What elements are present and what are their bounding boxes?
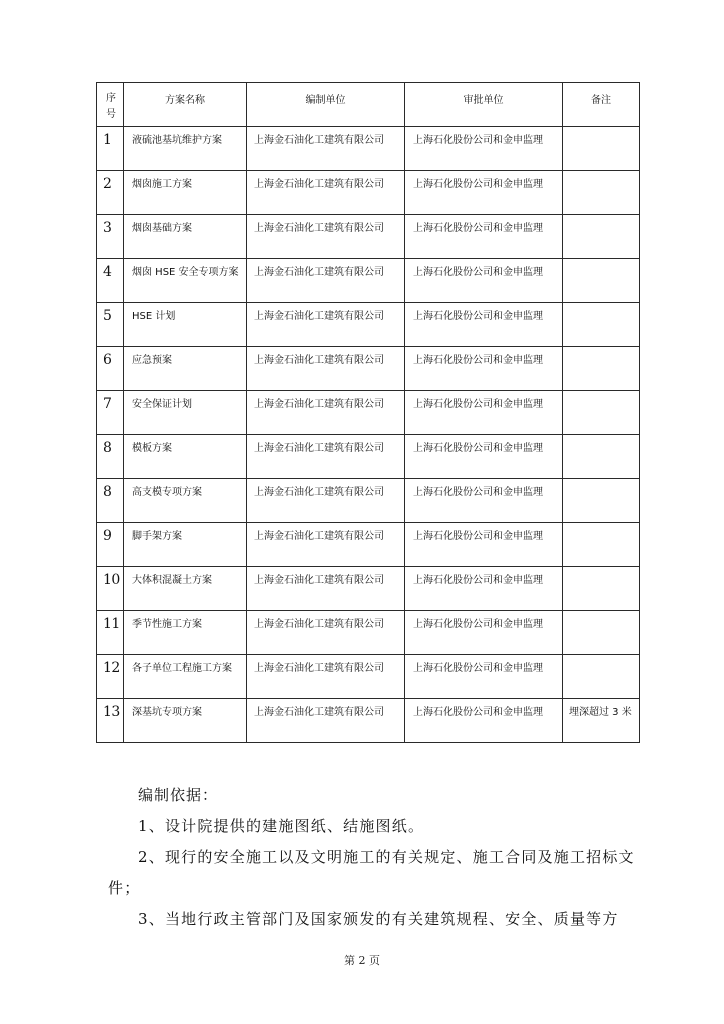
cell-plan-name: 液硫池基坑维护方案 xyxy=(124,127,247,171)
cell-remark xyxy=(563,567,640,611)
cell-approver: 上海石化股份公司和金申监理 xyxy=(405,523,563,567)
cell-approver: 上海石化股份公司和金申监理 xyxy=(405,391,563,435)
cell-compiler: 上海金石油化工建筑有限公司 xyxy=(247,611,405,655)
cell-plan-name: 高支模专项方案 xyxy=(124,479,247,523)
cell-no: 7 xyxy=(97,391,124,435)
cell-approver: 上海石化股份公司和金申监理 xyxy=(405,567,563,611)
cell-approver: 上海石化股份公司和金申监理 xyxy=(405,215,563,259)
cell-no: 6 xyxy=(97,347,124,391)
table-row xyxy=(97,215,640,259)
cell-plan-name: 季节性施工方案 xyxy=(124,611,247,655)
cell-plan-name: HSE 计划 xyxy=(124,303,247,347)
cell-no: 4 xyxy=(97,259,124,303)
table-header-row xyxy=(97,83,640,127)
cell-remark xyxy=(563,611,640,655)
cell-no: 2 xyxy=(97,171,124,215)
compilation-basis xyxy=(108,780,640,935)
cell-compiler: 上海金石油化工建筑有限公司 xyxy=(247,699,405,743)
plan-table xyxy=(96,82,640,743)
basis-item: 3、当地行政主管部门及国家颁发的有关建筑规程、安全、质量等方 xyxy=(138,910,619,928)
cell-approver: 上海石化股份公司和金申监理 xyxy=(405,435,563,479)
cell-no: 9 xyxy=(97,523,124,567)
cell-compiler: 上海金石油化工建筑有限公司 xyxy=(247,127,405,171)
cell-compiler: 上海金石油化工建筑有限公司 xyxy=(247,347,405,391)
table-row xyxy=(97,611,640,655)
cell-plan-name: 模板方案 xyxy=(124,435,247,479)
cell-plan-name: 烟囱 HSE 安全专项方案 xyxy=(124,259,247,303)
table-row xyxy=(97,523,640,567)
cell-compiler: 上海金石油化工建筑有限公司 xyxy=(247,479,405,523)
cell-no: 10 xyxy=(97,567,124,611)
cell-remark xyxy=(563,479,640,523)
cell-compiler: 上海金石油化工建筑有限公司 xyxy=(247,435,405,479)
cell-remark xyxy=(563,215,640,259)
cell-no: 11 xyxy=(97,611,124,655)
cell-no: 8 xyxy=(97,435,124,479)
cell-remark xyxy=(563,127,640,171)
cell-no: 8 xyxy=(97,479,124,523)
cell-approver: 上海石化股份公司和金申监理 xyxy=(405,479,563,523)
table-row xyxy=(97,435,640,479)
cell-compiler: 上海金石油化工建筑有限公司 xyxy=(247,655,405,699)
header-remark: 备注 xyxy=(563,83,640,127)
page-number: 第 2 页 xyxy=(344,954,380,967)
table-row xyxy=(97,699,640,743)
cell-approver: 上海石化股份公司和金申监理 xyxy=(405,303,563,347)
cell-plan-name: 安全保证计划 xyxy=(124,391,247,435)
cell-no: 5 xyxy=(97,303,124,347)
table-row xyxy=(97,391,640,435)
cell-remark xyxy=(563,259,640,303)
basis-item: 1、设计院提供的建施图纸、结施图纸。 xyxy=(138,817,425,835)
cell-plan-name: 烟囱基础方案 xyxy=(124,215,247,259)
cell-remark xyxy=(563,435,640,479)
cell-compiler: 上海金石油化工建筑有限公司 xyxy=(247,391,405,435)
cell-plan-name: 烟囱施工方案 xyxy=(124,171,247,215)
cell-no: 1 xyxy=(97,127,124,171)
cell-no: 3 xyxy=(97,215,124,259)
header-approver: 审批单位 xyxy=(405,83,563,127)
cell-plan-name: 各子单位工程施工方案 xyxy=(124,655,247,699)
header-name: 方案名称 xyxy=(124,83,247,127)
cell-plan-name: 应急预案 xyxy=(124,347,247,391)
table-row xyxy=(97,127,640,171)
cell-approver: 上海石化股份公司和金申监理 xyxy=(405,347,563,391)
basis-item: 2、现行的安全施工以及文明施工的有关规定、施工合同及施工招标文件； xyxy=(108,848,635,897)
cell-compiler: 上海金石油化工建筑有限公司 xyxy=(247,215,405,259)
cell-remark xyxy=(563,655,640,699)
table-row xyxy=(97,171,640,215)
cell-compiler: 上海金石油化工建筑有限公司 xyxy=(247,523,405,567)
cell-approver: 上海石化股份公司和金申监理 xyxy=(405,699,563,743)
table-body xyxy=(97,127,640,743)
cell-approver: 上海石化股份公司和金申监理 xyxy=(405,611,563,655)
table-row xyxy=(97,347,640,391)
basis-heading: 编制依据： xyxy=(138,786,219,804)
table-row xyxy=(97,479,640,523)
header-compiler: 编制单位 xyxy=(247,83,405,127)
table-row xyxy=(97,567,640,611)
cell-compiler: 上海金石油化工建筑有限公司 xyxy=(247,303,405,347)
cell-approver: 上海石化股份公司和金申监理 xyxy=(405,655,563,699)
cell-remark xyxy=(563,347,640,391)
table-row xyxy=(97,655,640,699)
cell-approver: 上海石化股份公司和金申监理 xyxy=(405,127,563,171)
cell-approver: 上海石化股份公司和金申监理 xyxy=(405,171,563,215)
cell-plan-name: 深基坑专项方案 xyxy=(124,699,247,743)
cell-approver: 上海石化股份公司和金申监理 xyxy=(405,259,563,303)
cell-remark: 埋深超过 3 米 xyxy=(563,699,640,743)
header-no: 序号 xyxy=(97,83,124,127)
cell-compiler: 上海金石油化工建筑有限公司 xyxy=(247,567,405,611)
table-row xyxy=(97,303,640,347)
cell-no: 13 xyxy=(97,699,124,743)
cell-remark xyxy=(563,303,640,347)
cell-plan-name: 脚手架方案 xyxy=(124,523,247,567)
table-row xyxy=(97,259,640,303)
cell-remark xyxy=(563,171,640,215)
cell-remark xyxy=(563,523,640,567)
cell-remark xyxy=(563,391,640,435)
cell-compiler: 上海金石油化工建筑有限公司 xyxy=(247,171,405,215)
cell-plan-name: 大体积混凝土方案 xyxy=(124,567,247,611)
cell-compiler: 上海金石油化工建筑有限公司 xyxy=(247,259,405,303)
cell-no: 12 xyxy=(97,655,124,699)
